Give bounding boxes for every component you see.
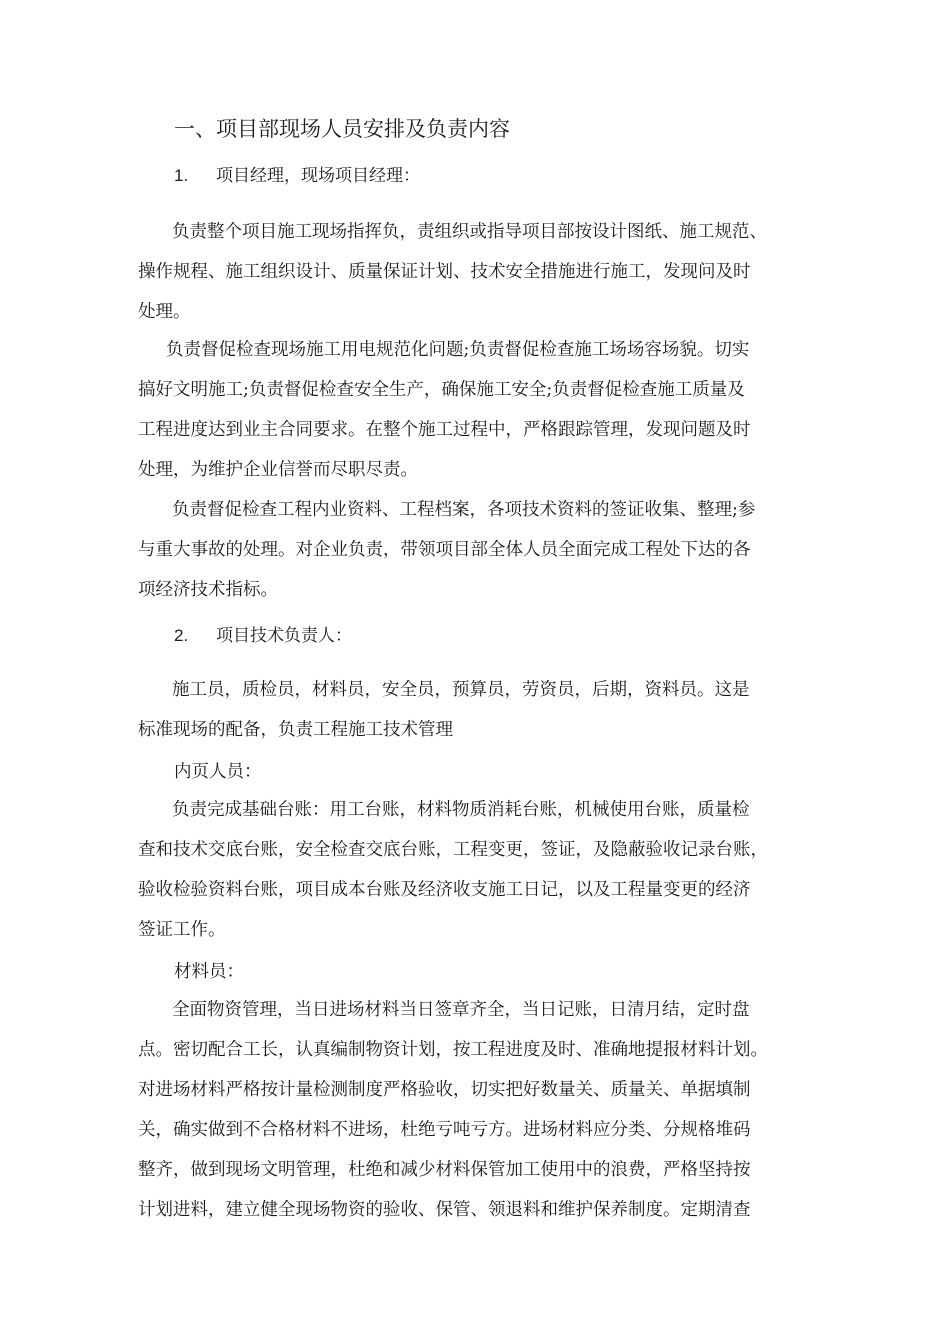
section-1-title bbox=[174, 162, 420, 190]
section-1-title-text: 项目经理，现场项目经理： bbox=[216, 166, 420, 186]
paragraph-line: 计划进料，建立健全现场物资的验收、保管、领退料和维护保养制度。定期清查 bbox=[138, 1200, 751, 1220]
paragraph-line: 负责完成基础台账：用工台账，材料物质消耗台账，机械使用台账，质量检 bbox=[172, 800, 750, 820]
label-internal-staff: 内页人员： bbox=[174, 762, 262, 782]
paragraph-materials-duties bbox=[138, 990, 828, 1230]
paragraph-line: 工程进度达到业主合同要求。在整个施工过程中，严格跟踪管理，发现问题及时 bbox=[138, 420, 751, 440]
paragraph-line: 标准现场的配备，负责工程施工技术管理 bbox=[138, 720, 453, 740]
paragraph-line: 关，确实做到不合格材料不进场，杜绝亏吨亏方。进场材料应分类、分规格堆码 bbox=[138, 1120, 751, 1140]
paragraph-staffing bbox=[138, 670, 828, 750]
paragraph-line: 点。密切配合工长，认真编制物资计划，按工程进度及时、准确地提报材料计划。 bbox=[138, 1040, 768, 1060]
paragraph-manager-duties bbox=[138, 212, 828, 332]
paragraph-line: 查和技术交底台账，安全检查交底台账，工程变更，签证，及隐蔽验收记录台账， bbox=[138, 840, 768, 860]
paragraph-line: 全面物资管理，当日进场材料当日签章齐全，当日记账，日清月结，定时盘 bbox=[172, 1000, 750, 1020]
document-heading: 一、项目部现场人员安排及负责内容 bbox=[174, 117, 510, 141]
paragraph-line: 对进场材料严格按计量检测制度严格验收，切实把好数量关、质量关、单据填制 bbox=[138, 1080, 751, 1100]
section-1-number: 1. bbox=[174, 166, 189, 185]
paragraph-line: 与重大事故的处理。对企业负责，带领项目部全体人员全面完成工程处下达的各 bbox=[138, 540, 751, 560]
paragraph-line: 验收检验资料台账，项目成本台账及经济收支施工日记，以及工程量变更的经济 bbox=[138, 880, 751, 900]
label-materials-officer: 材料员： bbox=[174, 962, 244, 982]
paragraph-line: 操作规程、施工组织设计、质量保证计划、技术安全措施进行施工，发现问及时 bbox=[138, 262, 751, 282]
section-2-number: 2. bbox=[174, 626, 189, 645]
paragraph-line: 负责整个项目施工现场指挥负，责组织或指导项目部按设计图纸、施工规范、 bbox=[172, 222, 767, 242]
paragraph-line: 搞好文明施工;负责督促检查安全生产，确保施工安全;负责督促检查施工质量及 bbox=[138, 380, 745, 400]
paragraph-line: 整齐，做到现场文明管理，杜绝和减少材料保管加工使用中的浪费，严格坚持按 bbox=[138, 1160, 751, 1180]
paragraph-site-supervision bbox=[138, 330, 828, 490]
paragraph-ledgers bbox=[138, 790, 828, 950]
paragraph-line: 项经济技术指标。 bbox=[138, 580, 278, 600]
paragraph-line: 处理。 bbox=[138, 302, 191, 322]
paragraph-documentation bbox=[138, 490, 828, 610]
paragraph-line: 施工员，质检员，材料员，安全员，预算员，劳资员，后期，资料员。这是 bbox=[172, 680, 750, 700]
paragraph-line: 负责督促检查工程内业资料、工程档案，各项技术资料的签证收集、整理;参 bbox=[172, 500, 756, 520]
section-2-title bbox=[174, 622, 352, 650]
paragraph-line: 负责督促检查现场施工用电规范化问题;负责督促检查施工场场容场貌。切实 bbox=[166, 340, 750, 360]
paragraph-line: 处理，为维护企业信誉而尽职尽责。 bbox=[138, 460, 418, 480]
section-2-title-text: 项目技术负责人： bbox=[216, 626, 352, 646]
paragraph-line: 签证工作。 bbox=[138, 920, 226, 940]
